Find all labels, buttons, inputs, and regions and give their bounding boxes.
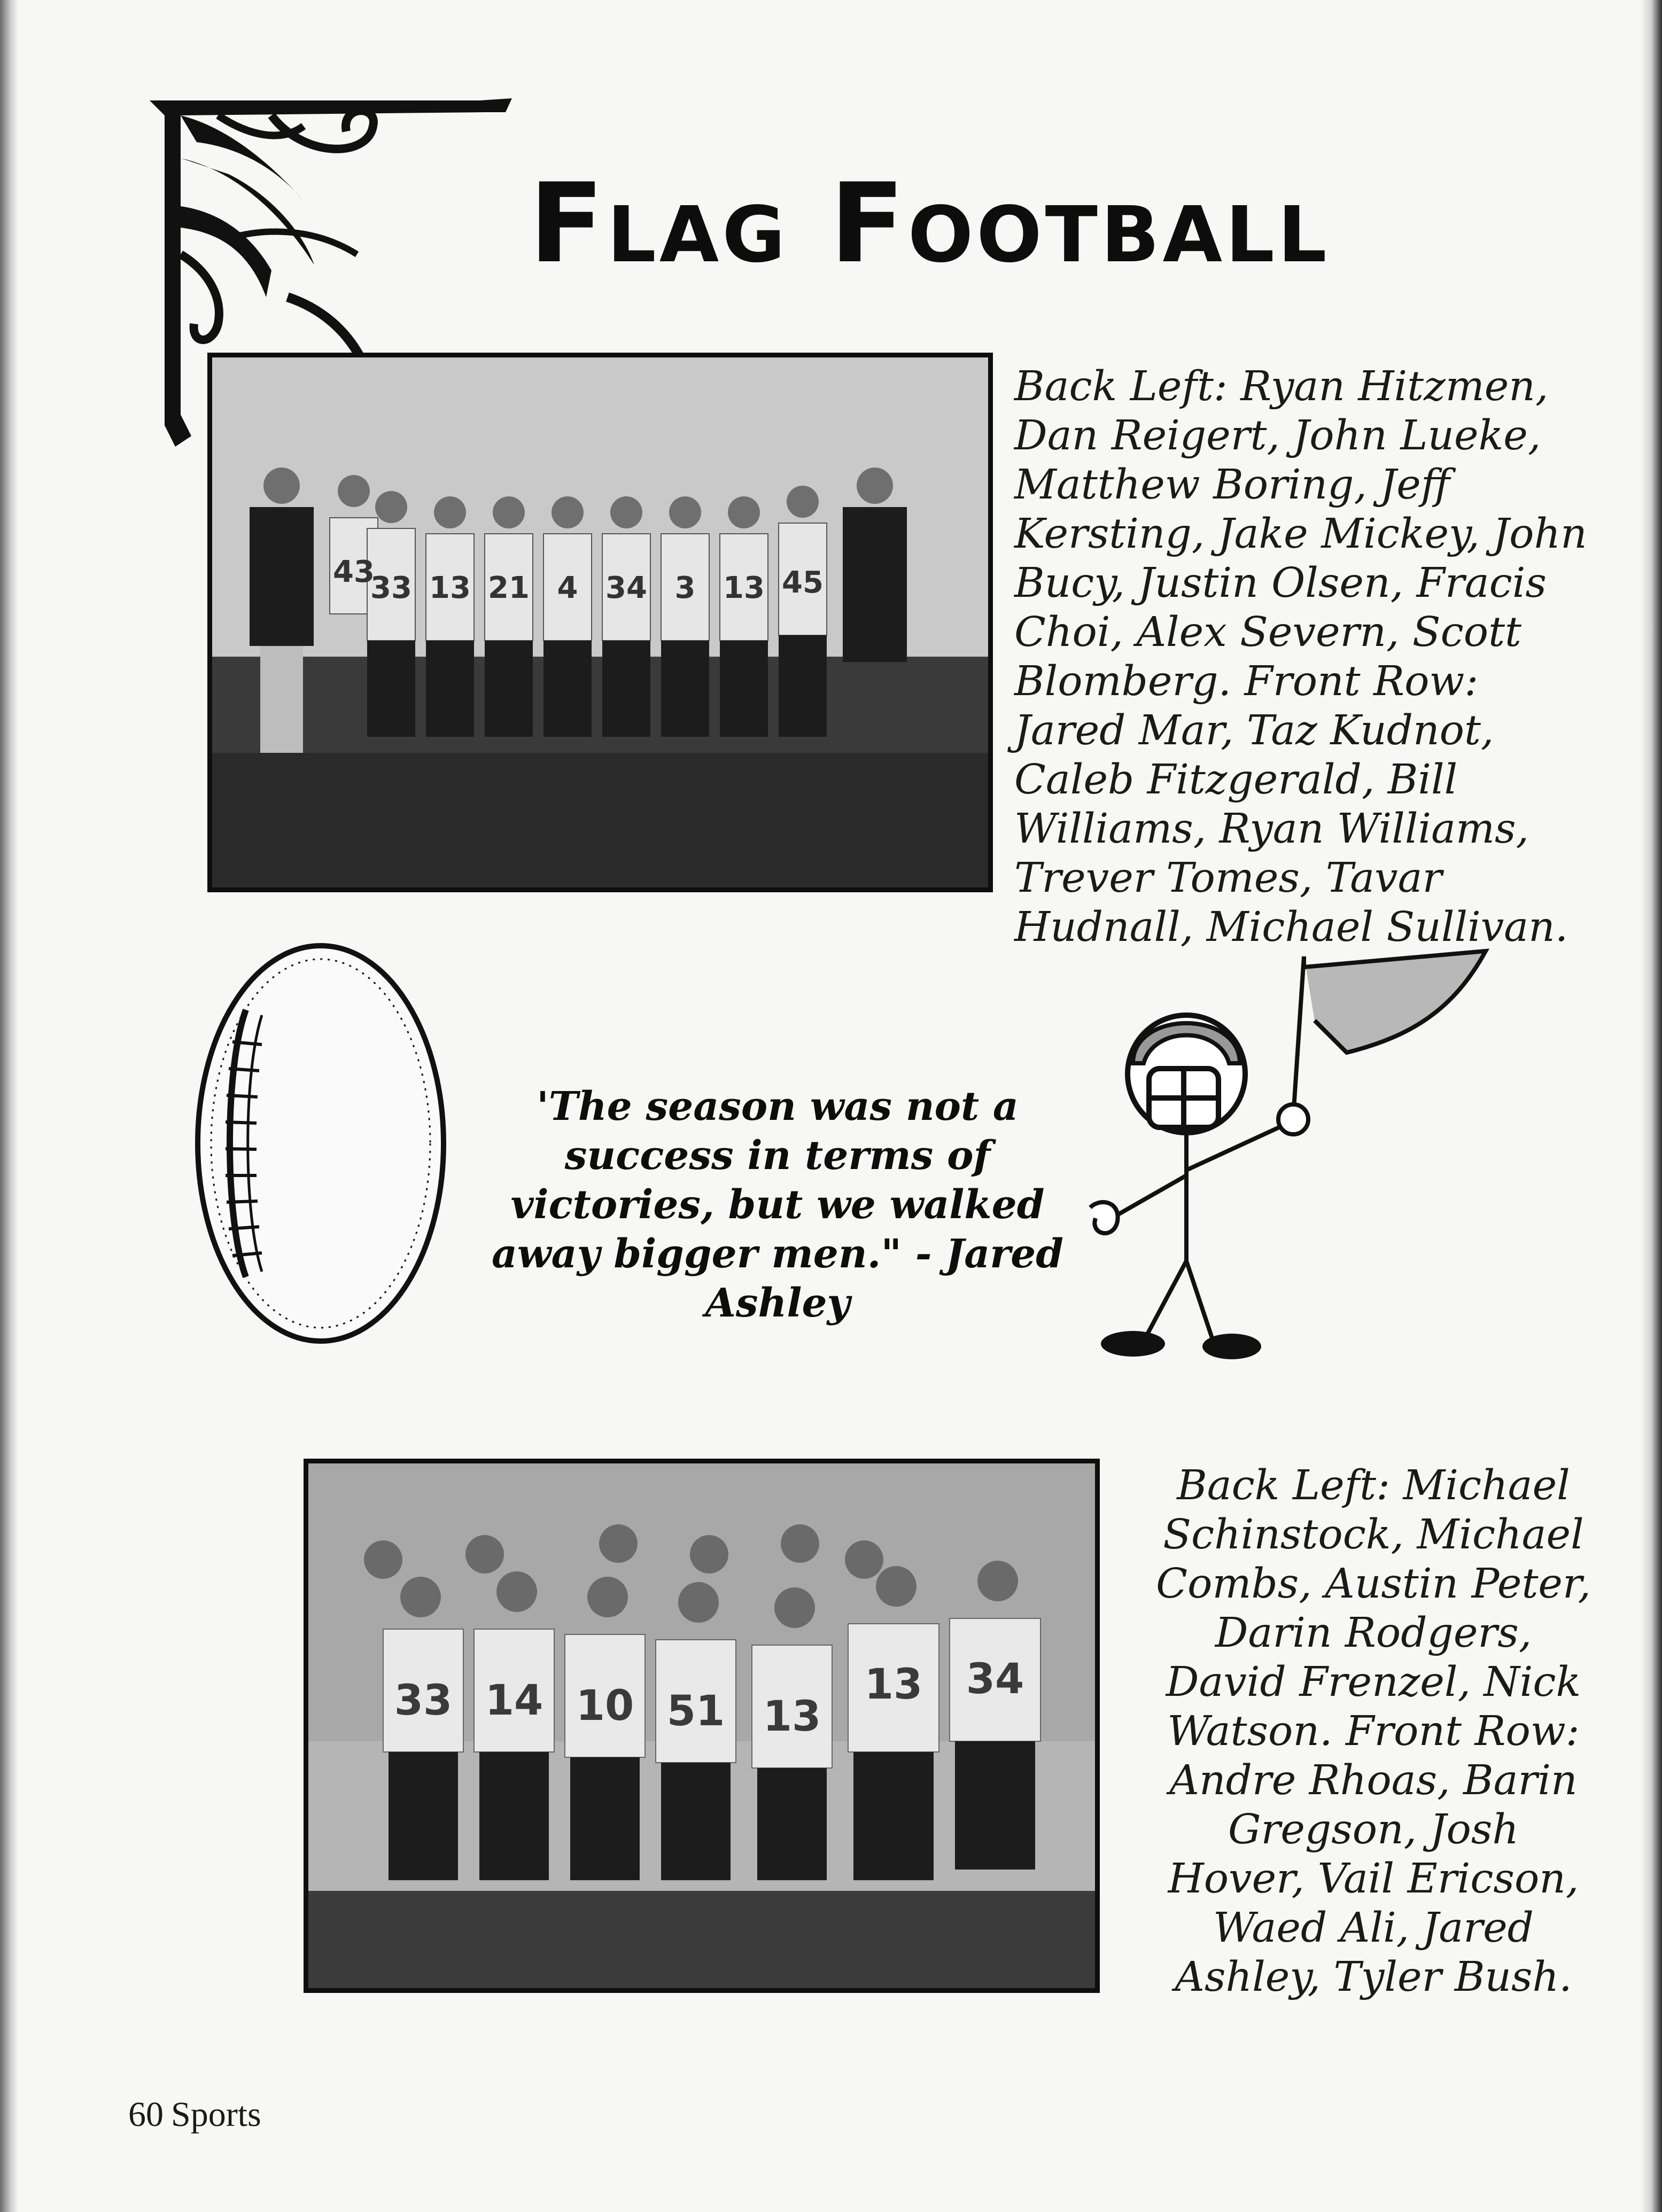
jersey-number: 10 bbox=[576, 1682, 634, 1730]
binding-edge-left bbox=[0, 0, 18, 2212]
stick-figure-with-flag-icon bbox=[1079, 946, 1496, 1373]
team-photo-2 bbox=[304, 1459, 1100, 1993]
jersey-number: 33 bbox=[394, 1677, 453, 1725]
jersey-number: 21 bbox=[488, 571, 530, 605]
page-number: 60 bbox=[128, 2095, 164, 2134]
page-title: Flag Football bbox=[529, 160, 1330, 287]
photo-2-caption: Back Left: Michael Schinstock, Michael Combs, Austin Peter, Darin Rodgers, David Frenzel, Nick Watson. Front Row: Andre Rhoas, Barin Gregson, Josh Hover, Vail Ericson, Waed Ali, Jared Ashley, Tyler Bush. bbox=[1156, 1462, 1591, 2001]
jersey-number: 13 bbox=[723, 571, 765, 605]
jersey-number: 3 bbox=[674, 571, 696, 605]
jersey-number: 43 bbox=[333, 555, 375, 589]
jersey-number: 34 bbox=[966, 1655, 1024, 1703]
jersey-number: 4 bbox=[557, 571, 578, 605]
photo-1-caption: Back Left: Ryan Hitzmen, Dan Reigert, John Lueke, Matthew Boring, Jeff Kersting, Jake Mickey, John Bucy, Justin Olsen, Fracis Choi, Alex Severn, Scott Blomberg. Front Row: Jared Mar, Taz Kudnot, Caleb Fitzgerald, Bill Williams, Ryan Williams, Trever Tomes, Tavar Hudnall, Michael Sullivan. bbox=[1014, 363, 1587, 951]
quote-text: 'The season was not a success in terms of victories, but we walked away bigger men." - Jared Ashley bbox=[491, 1084, 1064, 1326]
jersey-number: 13 bbox=[763, 1693, 821, 1741]
jersey-number: 13 bbox=[429, 571, 471, 605]
team-photo-1 bbox=[207, 353, 993, 892]
binding-edge-right bbox=[1641, 0, 1662, 2212]
football-icon bbox=[182, 935, 460, 1352]
section-name: Sports bbox=[171, 2095, 261, 2134]
jersey-number: 45 bbox=[782, 565, 824, 600]
page-footer bbox=[128, 2094, 261, 2135]
jersey-number: 34 bbox=[605, 571, 647, 605]
jersey-number: 14 bbox=[485, 1677, 543, 1725]
jersey-number: 13 bbox=[864, 1661, 923, 1709]
jersey-number: 33 bbox=[370, 571, 412, 605]
jersey-number: 51 bbox=[666, 1687, 725, 1735]
